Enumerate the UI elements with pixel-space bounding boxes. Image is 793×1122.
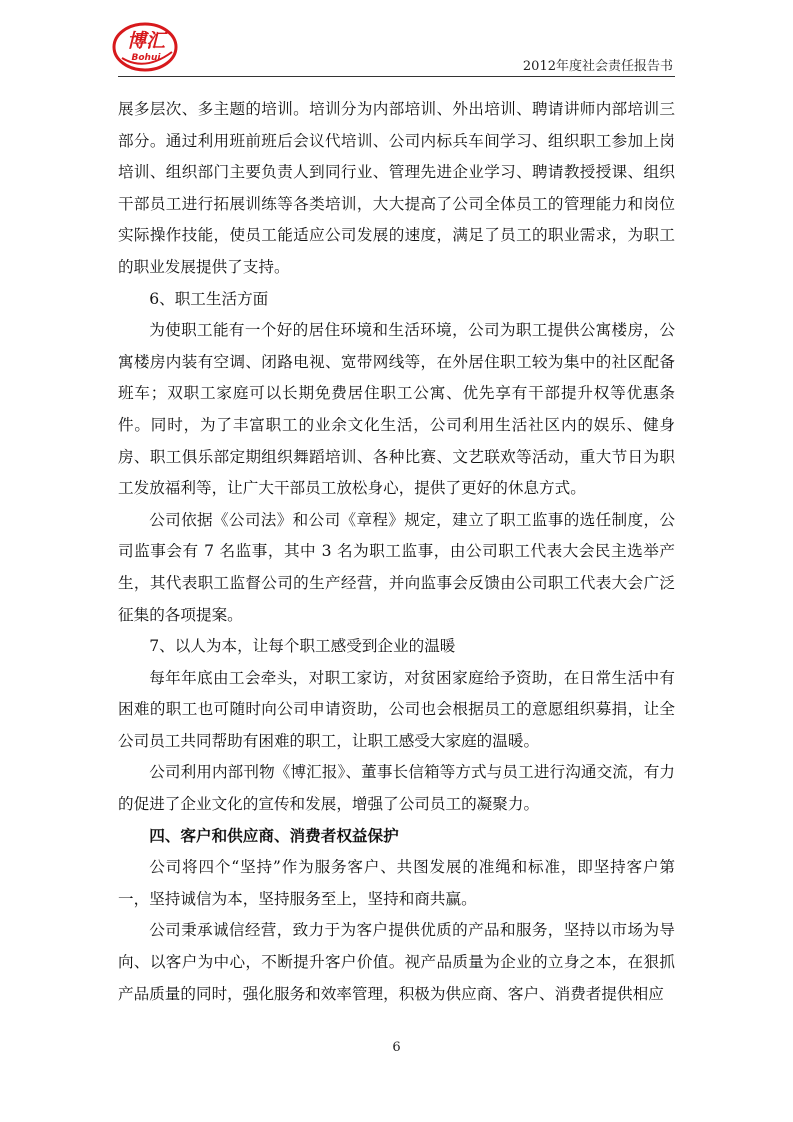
- paragraph-four-persists: 公司将四个“坚持”作为服务客户、共图发展的准绳和标准，即坚持客户第一，坚持诚信为本，坚持服务至上，坚持和商共赢。: [118, 858, 675, 908]
- section-heading-6: 6、职工生活方面: [149, 289, 269, 308]
- body-text: [118, 94, 675, 1010]
- logo-text: 博汇: [126, 30, 166, 52]
- paragraph-living-environment: 为使职工能有一个好的居住环境和生活环境，公司为职工提供公寓楼房，公寓楼房内装有空调、闭路电视、宽带网线等，在外居住职工较为集中的社区配备班车；双职工家庭可以长期免费居住职工公寓、优先享有干部提升权等优惠条件。同时，为了丰富职工的业余文化生活，公司利用生活社区内的娱乐、健身房、职工俱乐部定期组织舞蹈培训、各种比赛、文艺联欢等活动，重大节日为职工发放福利等，让广大干部员工放松身心，提供了更好的休息方式。: [118, 321, 675, 498]
- page-number: 6: [392, 1040, 401, 1055]
- report-title: 2012年度社会责任报告书: [522, 59, 673, 74]
- paragraph-supervisors: 公司依据《公司法》和公司《章程》规定，建立了职工监事的选任制度，公司监事会有 7 名监事，其中 3 名为职工监事，由公司职工代表大会民主选举产生，其代表职工监督公司的生产经营，并向监事会反馈由公司职工代表大会广泛征集的各项提案。: [118, 510, 675, 624]
- paragraph-integrity: 公司秉承诚信经营，致力于为客户提供优质的产品和服务，坚持以市场为导向、以客户为中心，不断提升客户价值。视产品质量为企业的立身之本，在狠抓产品质量的同时，强化服务和效率管理，积极为供应商、客户、消费者提供相应: [118, 921, 675, 1003]
- paragraph-communication: 公司利用内部刊物《博汇报》、董事长信箱等方式与员工进行沟通交流，有力的促进了企业文化的宣传和发展，增强了公司员工的凝聚力。: [118, 763, 675, 814]
- logo-subtext: Bohui: [131, 53, 161, 63]
- paragraph-assistance: 每年年底由工会牵头，对职工家访，对贫困家庭给予资助，在日常生活中有困难的职工也可随时向公司申请资助，公司也会根据员工的意愿组织募捐，让全公司员工共同帮助有困难的职工，让职工感受大家庭的温暖。: [118, 668, 675, 750]
- bohui-logo-icon: [110, 18, 180, 74]
- section-heading-7: 7、以人为本，让每个职工感受到企业的温暖: [149, 637, 456, 656]
- paragraph-training-continued: 展多层次、多主题的培训。培训分为内部培训、外出培训、聘请讲师内部培训三部分。通过利用班前班后会议代培训、公司内标兵车间学习、组织职工参加上岗培训、组织部门主要负责人到同行业、管理先进企业学习、聘请教授授课、组织干部员工进行拓展训练等各类培训，大大提高了公司全体员工的管理能力和岗位实际操作技能，使员工能适应公司发展的速度，满足了员工的职业需求，为职工的职业发展提供了支持。: [118, 100, 675, 276]
- section-heading-4: 四、客户和供应商、消费者权益保护: [149, 826, 399, 845]
- header-divider: [118, 76, 675, 77]
